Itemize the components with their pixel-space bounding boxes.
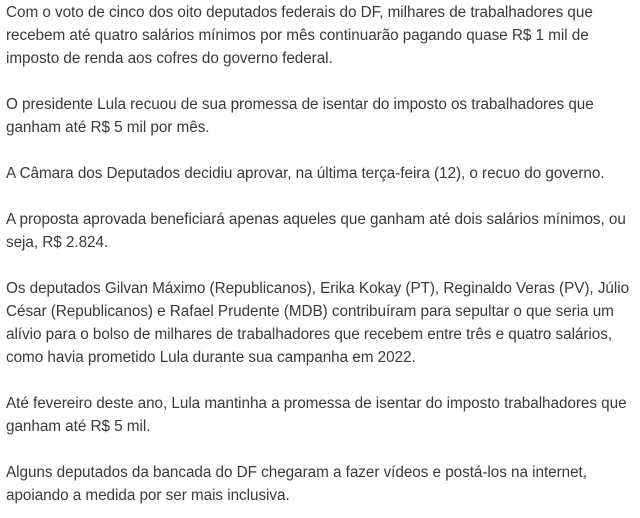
paragraph-7: Alguns deputados da bancada do DF chegaram a fazer vídeos e postá-los na internet, apoiando a medida por ser mais inclusiva.	[6, 464, 587, 504]
paragraph-5: Os deputados Gilvan Máximo (Republicanos), Erika Kokay (PT), Reginaldo Veras (PV), Júlio César (Republicanos) e Rafael Prudente (MDB) contribuíram para sepultar o que seria um alívio para o bolso de milhares de trabalhadores que recebem entre três e quatro salários, como havia prometido Lula durante sua campanha em 2022.	[6, 280, 630, 366]
paragraph-1: Com o voto de cinco dos oito deputados federais do DF, milhares de trabalhadores que recebem até quatro salários mínimos por mês continuarão pagando quase R$ 1 mil de imposto de renda aos cofres do governo federal.	[6, 4, 593, 67]
paragraph-2: O presidente Lula recuou de sua promessa de isentar do imposto os trabalhadores que ganham até R$ 5 mil por mês.	[6, 96, 594, 136]
paragraph-4: A proposta aprovada beneficiará apenas aqueles que ganham até dois salários mínimos, ou seja, R$ 2.824.	[6, 211, 626, 251]
paragraph-6: Até fevereiro deste ano, Lula mantinha a promessa de isentar do imposto trabalhadores que ganham até R$ 5 mil.	[6, 395, 627, 435]
paragraph-3: A Câmara dos Deputados decidiu aprovar, na última terça-feira (12), o recuo do governo.	[6, 165, 605, 182]
